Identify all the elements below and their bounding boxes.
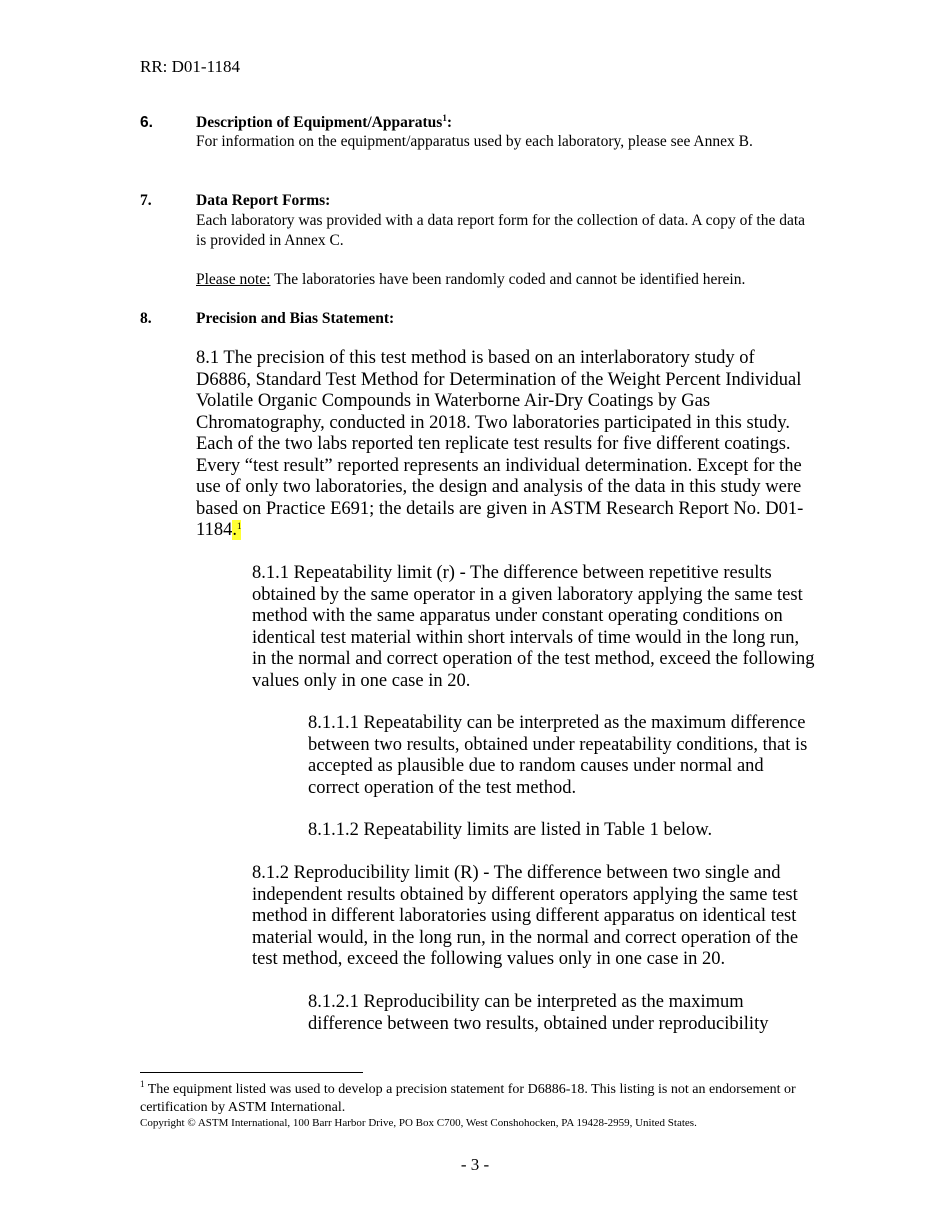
footnote-divider: [140, 1072, 363, 1073]
section-6-body: For information on the equipment/apparatus used by each laboratory, please see Annex B.: [196, 133, 753, 150]
section-8-title: Precision and Bias Statement:: [196, 310, 395, 327]
section-7-number: 7.: [140, 192, 152, 209]
section-8-number: 8.: [140, 310, 152, 327]
paragraph-8-1: 8.1 The precision of this test method is based on an interlaboratory study of D6886, Standard Test Method for Determination of the Weight Percent Individual Volatile Organic Compounds in Waterborne Air-Dry Coatings by Gas Chromatography, conducted in 2018. Two laboratories participated in this study. Each of the two labs reported ten replicate test results for five different coatings. Every “test result” reported represents an individual determination. Except for the use of only two laboratories, the design and analysis of the data in this study were based on Practice E691; the details are given in ASTM Research Report No. D01-1184.$^1$: [196, 348, 804, 540]
footnote-ref: 1: [442, 113, 447, 123]
report-id-header: RR: D01-1184: [140, 57, 240, 76]
paragraph-8-1-1: 8.1.1 Repeatability limit (r) - The difference between repetitive results obtained by the same operator in a given laboratory applying the same test method with the same apparatus under constant operating conditions on identical test material within short intervals of time would in the long run, in the normal and correct operation of the test method, exceed the following values only in one case in 20.: [252, 563, 815, 691]
page-number: - 3 -: [460, 1155, 490, 1174]
section-7-title: Data Report Forms:: [196, 192, 331, 209]
paragraph-8-1-2: 8.1.2 Reproducibility limit (R) - The difference between two single and independent results obtained by different operators applying the same test method in different laboratories using different apparatus on identical test material would, in the long run, in the normal and correct operation of the test method, exceed the following values only in one case in 20.: [252, 863, 799, 969]
section-6-title: Description of Equipment/Apparatus$^1$:: [196, 113, 452, 131]
footnote-ref: 1: [236, 521, 242, 531]
section-7-note: Please note: The laboratories have been randomly coded and cannot be identified herein.: [196, 271, 746, 288]
section-7-body: Each laboratory was provided with a data report form for the collection of data. A copy of the data is provided in Annex C.: [196, 212, 806, 249]
paragraph-8-1-2-1: 8.1.2.1 Reproducibility can be interpreted as the maximum difference between two results, obtained under reproducibility: [308, 992, 769, 1034]
footnote: $^1$ The equipment listed was used to develop a precision statement for D6886-18. This listing is not an endorsement or certification by ASTM International.: [140, 1079, 796, 1115]
footnote-marker: 1: [140, 1079, 145, 1089]
copyright-notice: Copyright © ASTM International, 100 Barr Harbor Drive, PO Box C700, West Conshohocken, PA 19428-2959, United States.: [140, 1117, 697, 1129]
section-6-number: 6.: [140, 114, 153, 131]
paragraph-8-1-1-1: 8.1.1.1 Repeatability can be interpreted as the maximum difference between two results, obtained under repeatability conditions, that is accepted as plausible due to random causes under normal and correct operation of the test method.: [308, 713, 808, 798]
paragraph-8-1-1-2: 8.1.1.2 Repeatability limits are listed in Table 1 below.: [308, 820, 713, 840]
note-label: Please note:: [196, 271, 271, 288]
